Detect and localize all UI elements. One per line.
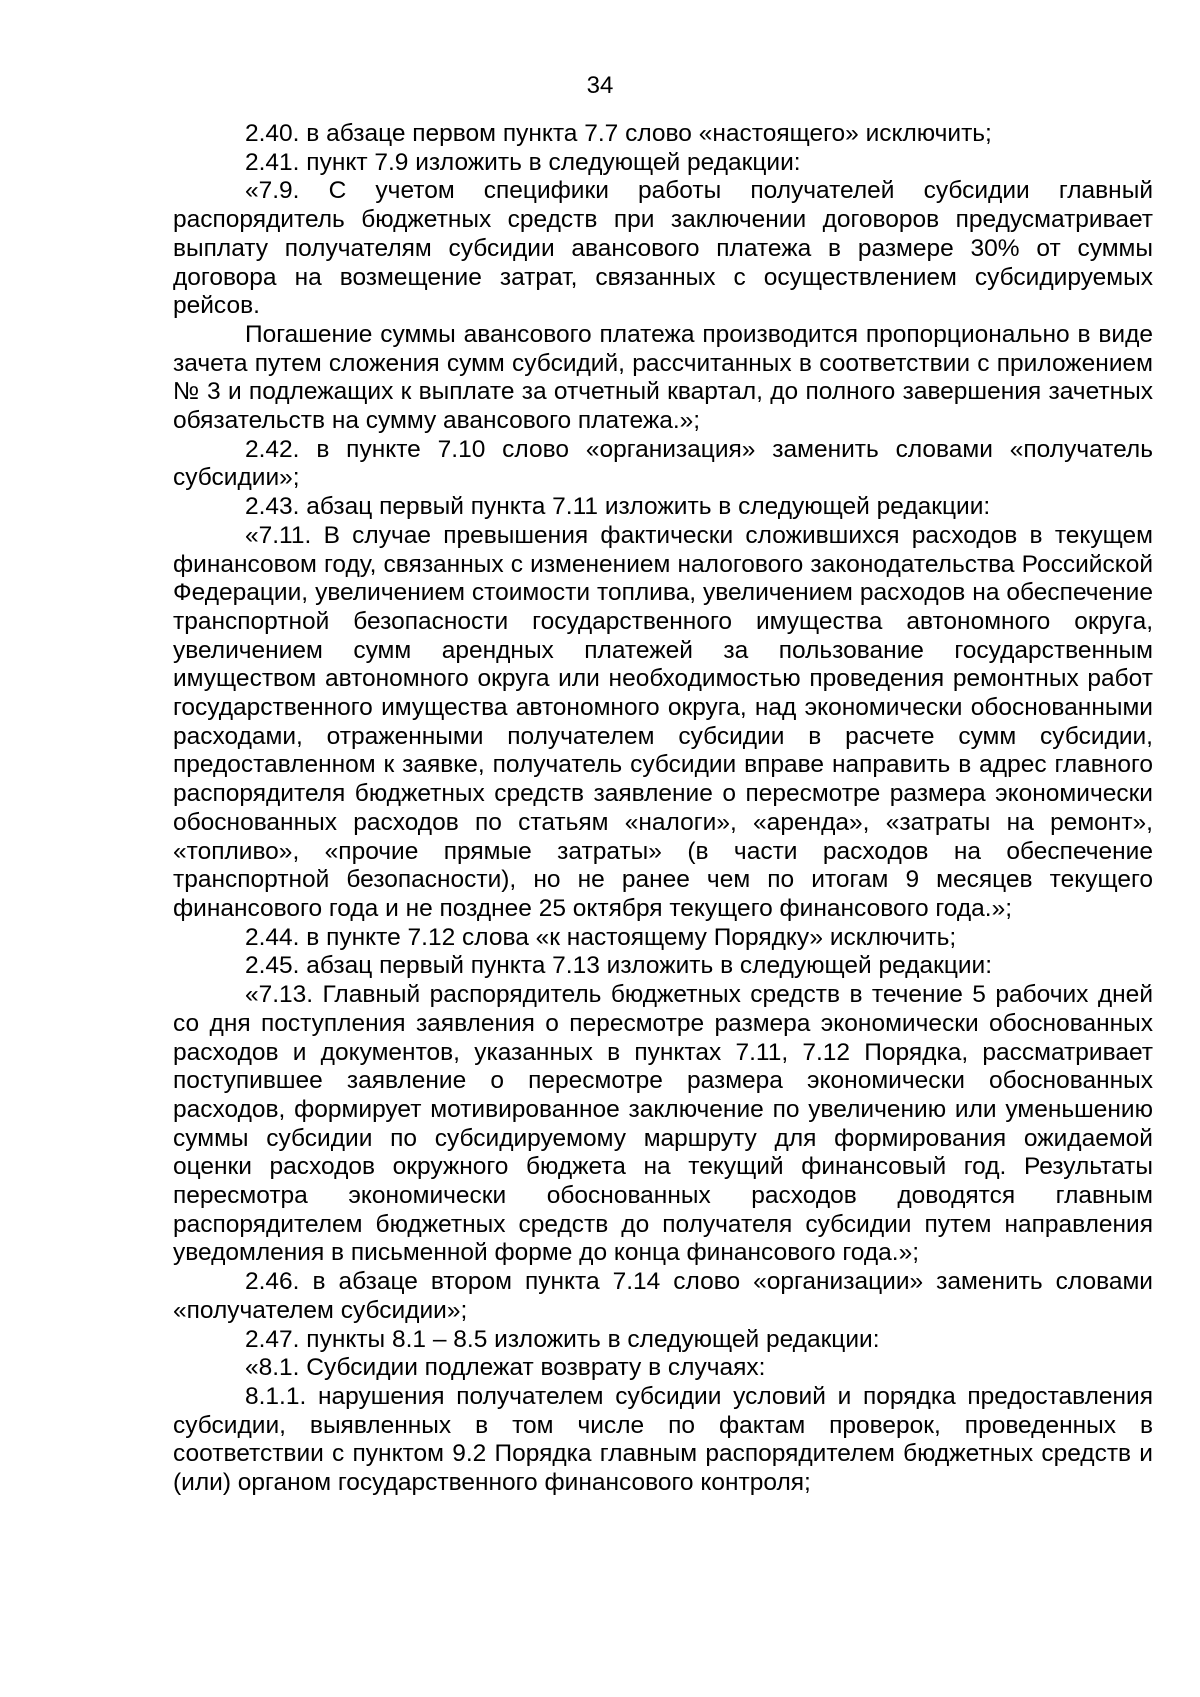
paragraph-2-43: 2.43. абзац первый пункта 7.11 изложить в следующей редакции: (245, 493, 991, 521)
paragraph-2-41: 2.41. пункт 7.9 изложить в следующей редакции: (245, 148, 801, 176)
paragraph-2-40: 2.40. в абзаце первом пункта 7.7 слово «настоящего» исключить; (245, 120, 992, 147)
document-body (173, 120, 1153, 1498)
paragraph-2-47: 2.47. пункты 8.1 – 8.5 изложить в следующей редакции: (245, 1325, 880, 1353)
paragraph-7-9: «7.9. С учетом специфики работы получателей субсидии главный распорядитель бюджетных средств при заключении договоров предусматривает выплату получателям субсидии авансового платежа в размере 30% от суммы договора на возмещение затрат, связанных с осуществлением субсидируемых рейсов. (173, 177, 1153, 320)
page-number: 34 (586, 72, 614, 99)
paragraph-2-45: 2.45. абзац первый пункта 7.13 изложить в следующей редакции: (245, 952, 993, 980)
paragraph-2-42: 2.42. в пункте 7.10 слово «организация» заменить словами «получатель субсидии»; (173, 435, 1153, 492)
paragraph-2-46: 2.46. в абзаце втором пункта 7.14 слово «организации» заменить словами «получателем субсидии»; (173, 1268, 1153, 1324)
paragraph-7-11: «7.11. В случае превышения фактически сложившихся расходов в текущем финансовом году, связанных с изменением налогового законодательства Российской Федерации, увеличением стоимости топлива, увеличением расходов на обеспечение транспортной безопасности государственного имущества автономного округа, увеличением сумм арендных платежей за пользование государственным имуществом автономного округа или необходимостью проведения ремонтных работ государственного имущества автономного округа, над экономически обоснованными расходами, отраженными получателем субсидии в расчете сумм субсидии, предоставленном к заявке, получатель субсидии вправе направить в адрес главного распорядителя бюджетных средств заявление о пересмотре размера экономически обоснованных расходов по статьям «налоги», «аренда», «затраты на ремонт», «топливо», «прочие прямые затраты» (в части расходов на обеспечение транспортной безопасности), но не ранее чем по итогам 9 месяцев текущего финансового года и не позднее 25 октября текущего финансового года.»; (173, 521, 1153, 922)
paragraph-7-13: «7.13. Главный распорядитель бюджетных средств в течение 5 рабочих дней со дня поступления заявления о пересмотре размера экономически обоснованных расходов и документов, указанных в пунктах 7.11, 7.12 Порядка, рассматривает поступившее заявление о пересмотре размера экономически обоснованных расходов, формирует мотивированное заключение по увеличению или уменьшению суммы субсидии по субсидируемому маршруту для формирования ожидаемой оценки расходов окружного бюджета на текущий финансовый год. Результаты пересмотра экономически обоснованных расходов доводятся главным распорядителем бюджетных средств до получателя субсидии путем направления уведомления в письменной форме до конца финансового года.»; (173, 981, 1153, 1267)
paragraph-8-1-1: 8.1.1. нарушения получателем субсидии условий и порядка предоставления субсидии, выявленных в том числе по фактам проверок, проведенных в соответствии с пунктом 9.2 Порядка главным распорядителем бюджетных средств и (или) органом государственного финансового контроля; (173, 1382, 1153, 1497)
paragraph-2-44: 2.44. в пункте 7.12 слова «к настоящему Порядку» исключить; (245, 923, 957, 951)
paragraph-8-1: «8.1. Субсидии подлежат возврату в случаях: (245, 1354, 766, 1382)
paragraph-advance-repayment: Погашение суммы авансового платежа производится пропорционально в виде зачета путем сложения сумм субсидий, рассчитанных в соответствии с приложением № 3 и подлежащих к выплате за отчетный квартал, до полного завершения зачетных обязательств на сумму авансового платежа.»; (173, 320, 1153, 435)
